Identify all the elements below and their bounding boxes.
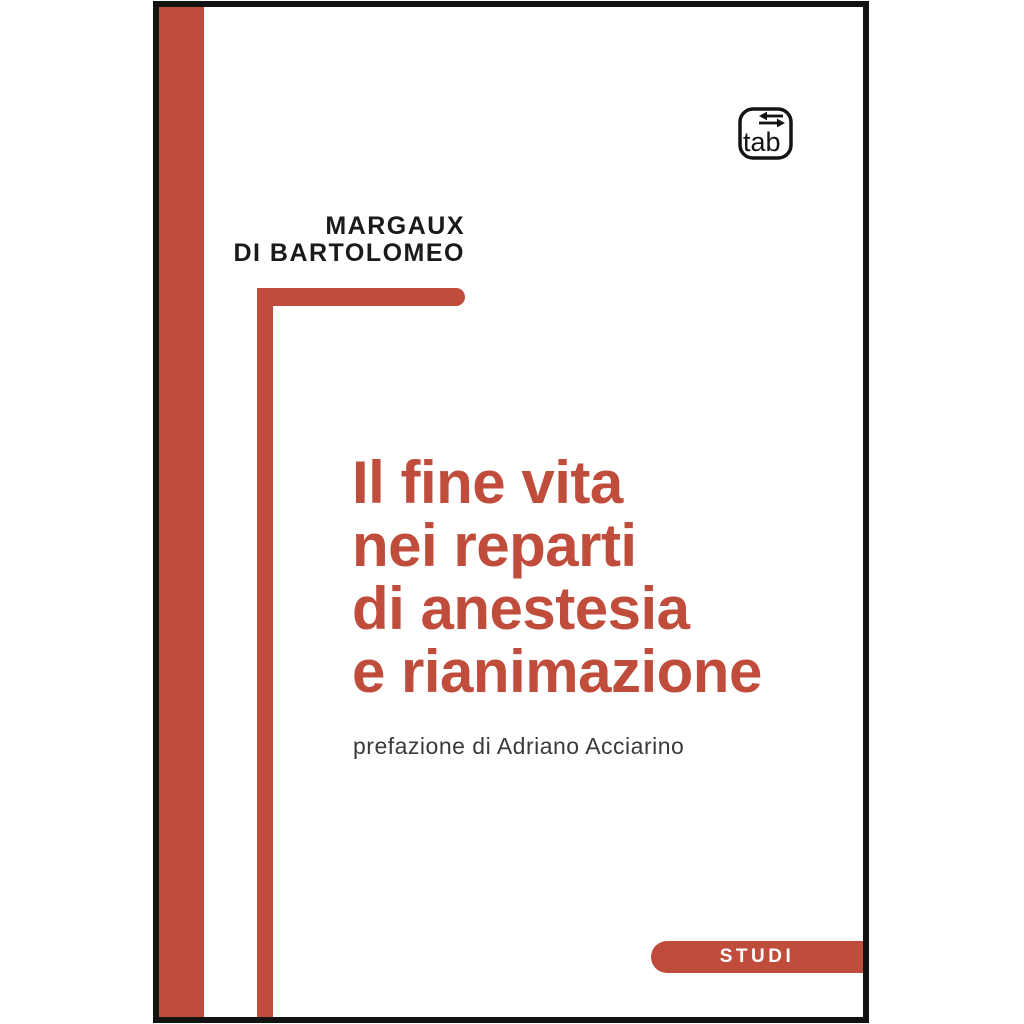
book-title [352,451,762,703]
left-accent-stripe [159,7,204,1017]
author-name [233,213,465,267]
series-badge [651,941,863,973]
title-line: nei reparti [352,512,637,579]
bracket-vertical-rule [257,288,273,1017]
author-line-1: MARGAUX [325,212,465,240]
author-line-2: DI BARTOLOMEO [233,239,465,267]
preface-credit: prefazione di Adriano Acciarino [353,733,685,759]
title-line: Il fine vita [352,449,623,516]
series-label: STUDI [719,946,795,967]
bracket-horizontal-rule [257,288,465,306]
title-line: e rianimazione [352,638,762,705]
title-line: di anestesia [352,575,690,642]
swap-arrows-icon [759,112,785,128]
publisher-logo-text: tab [743,127,781,157]
publisher-logo [738,107,793,160]
book-cover [153,1,869,1023]
